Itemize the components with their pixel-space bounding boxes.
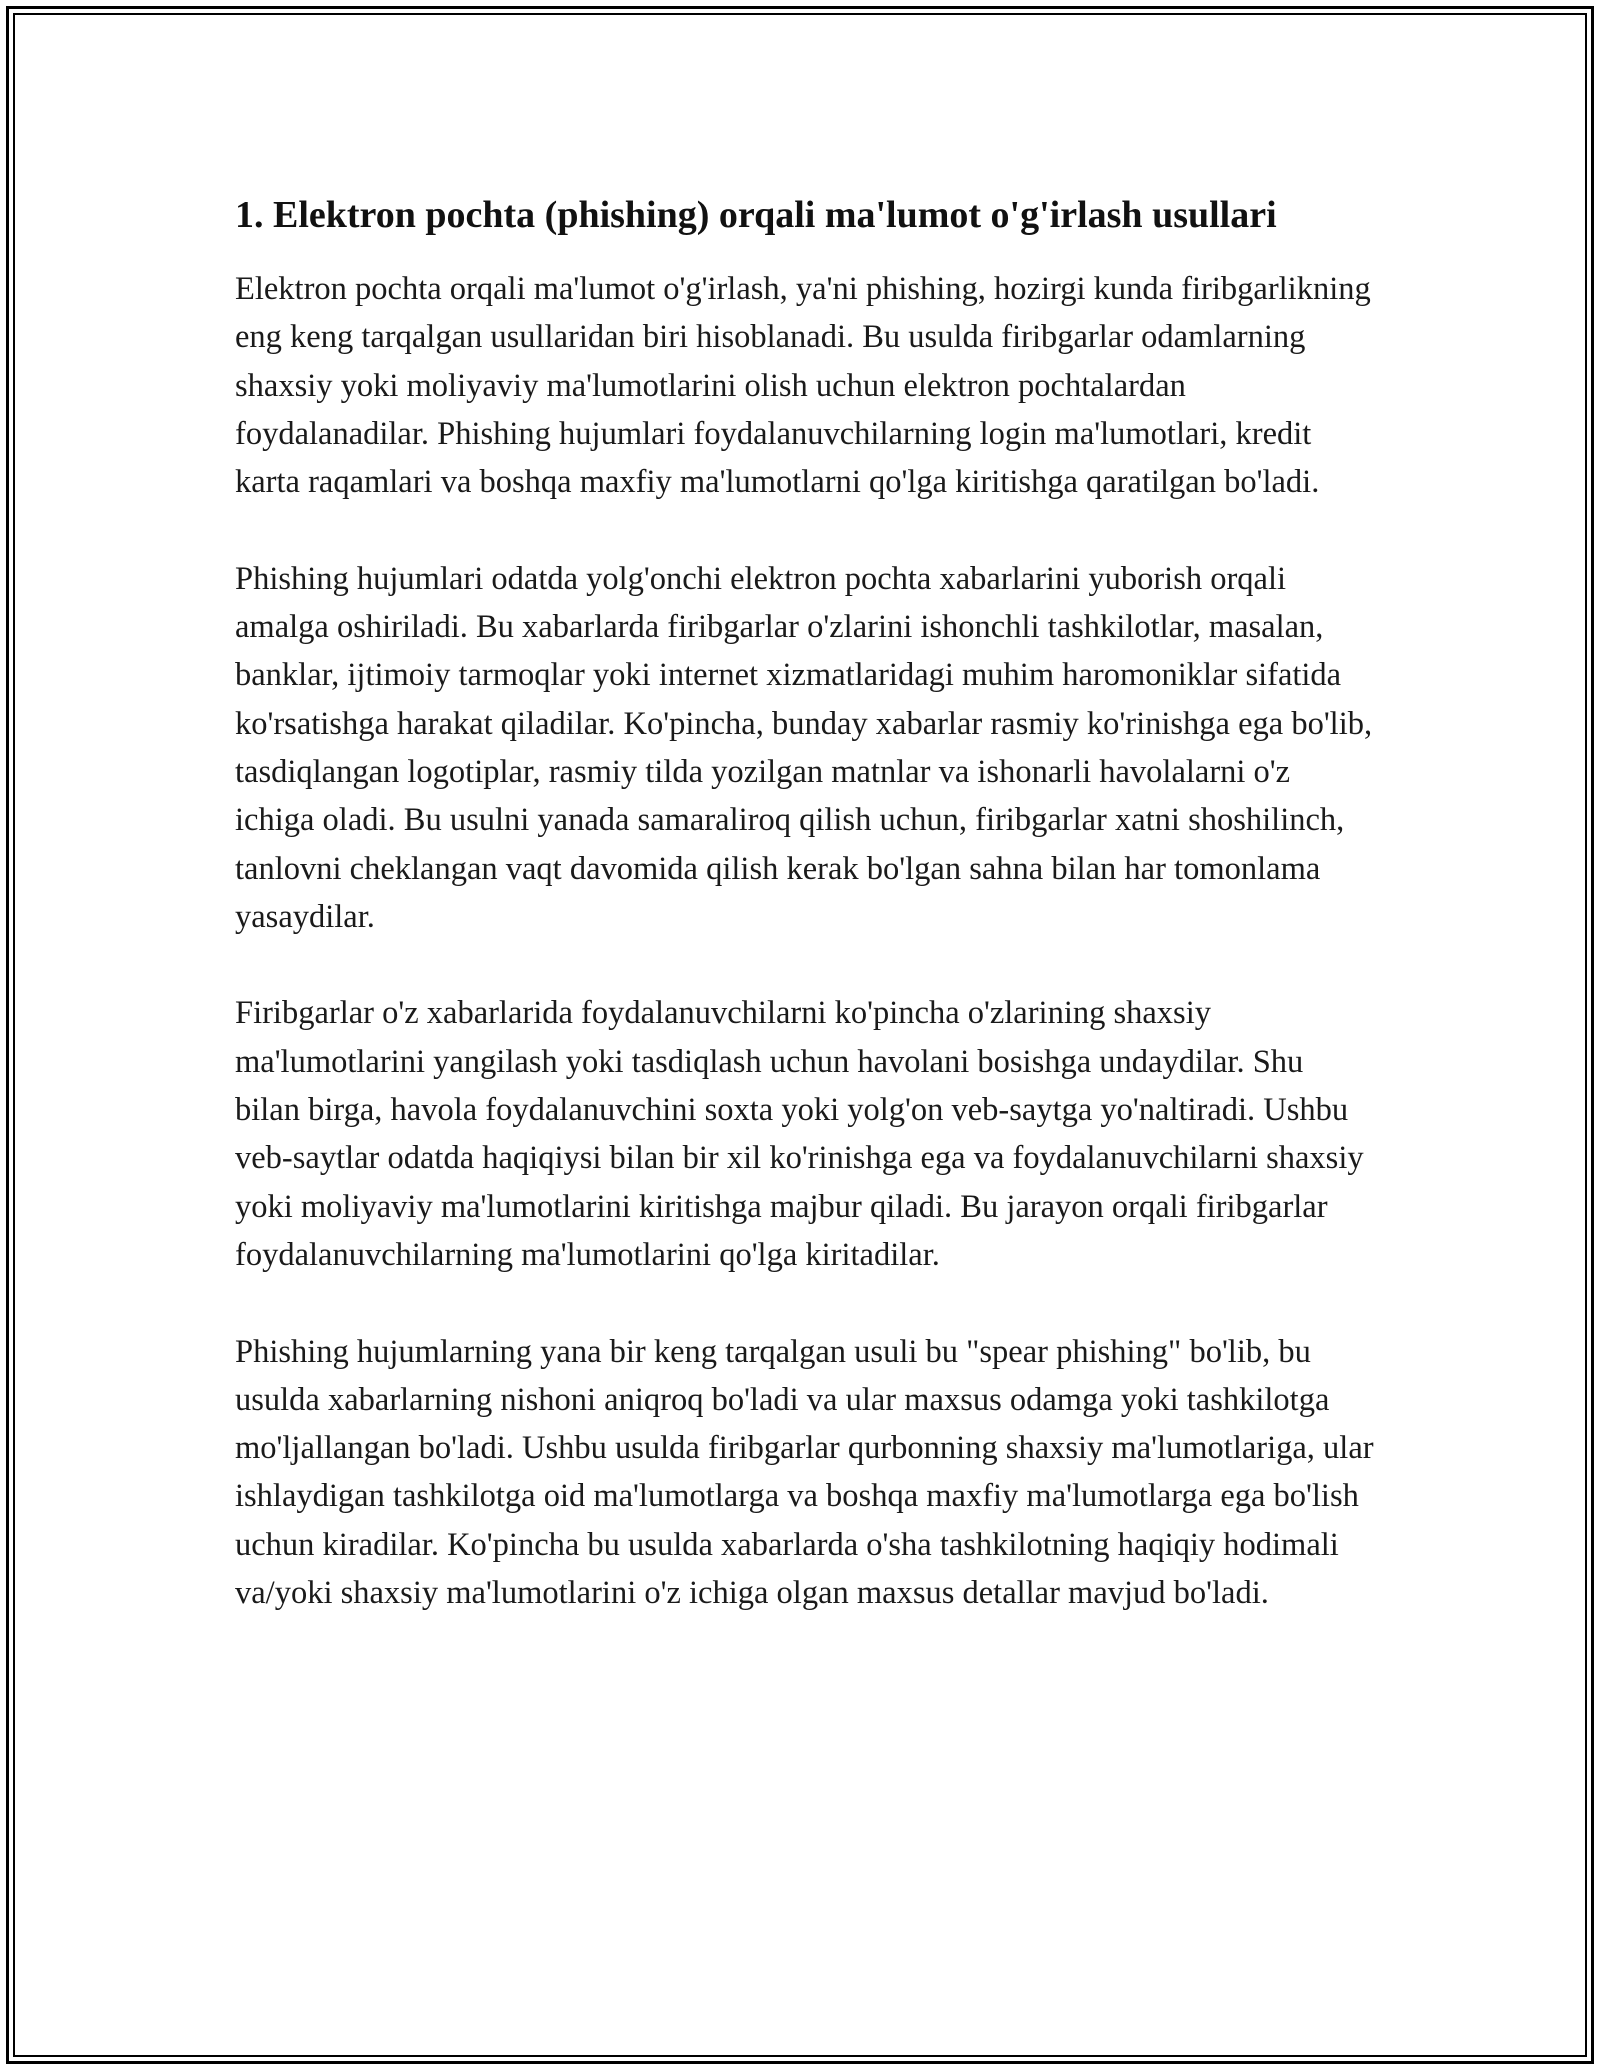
paragraph-spear-phishing: Phishing hujumlarning yana bir keng tarqalgan usuli bu "spear phishing" bo'lib, bu usulda xabarlarning nishoni aniqroq bo'ladi va ular maxsus odamga yoki tashkilotga mo'ljallangan bo'ladi. Ushbu usulda firibgarlar qurbonning shaxsiy ma'lumotlariga, ular ishlaydigan tashkilotga oid ma'lumotlarga va boshqa maxfiy ma'lumotlarga ega bo'lish uchun kiradilar. Ko'pincha bu usulda xabarlarda o'sha tashkilotning haqiqiy hodimali va/yoki shaxsiy ma'lumotlarini o'z ichiga olgan maxsus detallar mavjud bo'ladi.	[235, 1333, 1374, 1612]
document-body	[235, 188, 1375, 1617]
section-title: 1. Elektron pochta (phishing) orqali ma'lumot o'g'irlash usullari	[235, 194, 1277, 236]
paragraph-fake-links: Firibgarlar o'z xabarlarida foydalanuvchilarni ko'pincha o'zlarining shaxsiy ma'lumotlarini yangilash yoki tasdiqlash uchun havolani bosishga undaydilar. Shu bilan birga, havola foydalanuvchini soxta yoki yolg'on veb-saytga yo'naltiradi. Ushbu veb-saytlar odatda haqiqiysi bilan bir xil ko'rinishga ega va foydalanuvchilarni shaxsiy yoki moliyaviy ma'lumotlarini kiritishga majbur qiladi. Bu jarayon orqali firibgarlar foydalanuvchilarning ma'lumotlarini qo'lga kiritadilar.	[235, 995, 1364, 1273]
paragraph-method: Phishing hujumlari odatda yolg'onchi elektron pochta xabarlarini yuborish orqali amalga oshiriladi. Bu xabarlarda firibgarlar o'zlarini ishonchli tashkilotlar, masalan, banklar, ijtimoiy tarmoqlar yoki internet xizmatlaridagi muhim haromoniklar sifatida ko'rsatishga harakat qiladilar. Ko'pincha, bunday xabarlar rasmiy ko'rinishga ega bo'lib, tasdiqlangan logotiplar, rasmiy tilda yozilgan matnlar va ishonarli havolalarni o'z ichiga oladi. Bu usulni yanada samaraliroq qilish uchun, firibgarlar xatni shoshilinch, tanlovni cheklangan vaqt davomida qilish kerak bo'lgan sahna bilan har tomonlama yasaydilar.	[235, 560, 1373, 935]
paragraph-intro: Elektron pochta orqali ma'lumot o'g'irlash, ya'ni phishing, hozirgi kunda firibgarlikning eng keng tarqalgan usullaridan biri hisoblanadi. Bu usulda firibgarlar odamlarning shaxsiy yoki moliyaviy ma'lumotlarini olish uchun elektron pochtalardan foydalanadilar. Phishing hujumlari foydalanuvchilarning login ma'lumotlari, kredit karta raqamlari va boshqa maxfiy ma'lumotlarni qo'lga kiritishga qaratilgan bo'ladi.	[235, 271, 1371, 501]
